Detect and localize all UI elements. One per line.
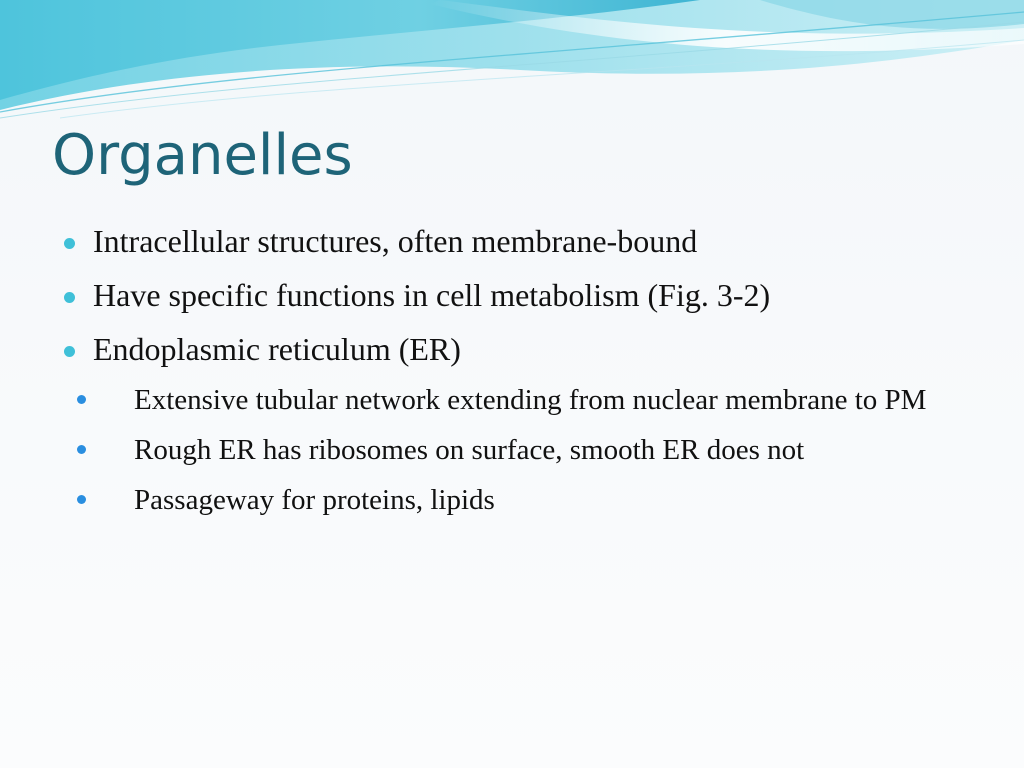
bullet-list — [64, 222, 964, 536]
bullet-dot-icon — [64, 238, 75, 249]
bullet-text: Have specific functions in cell metabolism (Fig. 3-2) — [93, 277, 771, 313]
decorative-wave-banner — [0, 0, 1024, 130]
sub-bullet-list — [93, 380, 964, 520]
sub-bullet-text: Passageway for proteins, lipids — [134, 484, 495, 516]
sub-bullet-dot-icon — [77, 445, 86, 454]
sub-bullet-dot-icon — [77, 395, 86, 404]
slide-title: Organelles — [52, 123, 353, 188]
bullet-item — [64, 330, 964, 520]
bullet-dot-icon — [64, 346, 75, 357]
bullet-item — [64, 222, 964, 260]
sub-bullet-text: Extensive tubular network extending from nuclear membrane to PM — [134, 384, 927, 416]
bullet-dot-icon — [64, 292, 75, 303]
sub-bullet-item — [64, 380, 927, 420]
sub-bullet-item — [64, 480, 905, 520]
sub-bullet-dot-icon — [77, 495, 86, 504]
bullet-text: Endoplasmic reticulum (ER) — [93, 331, 461, 367]
sub-bullet-text: Rough ER has ribosomes on surface, smooth ER does not — [134, 434, 805, 466]
bullet-text: Intracellular structures, often membrane-bound — [93, 223, 698, 259]
sub-bullet-item — [64, 430, 905, 470]
bullet-item — [64, 276, 964, 314]
